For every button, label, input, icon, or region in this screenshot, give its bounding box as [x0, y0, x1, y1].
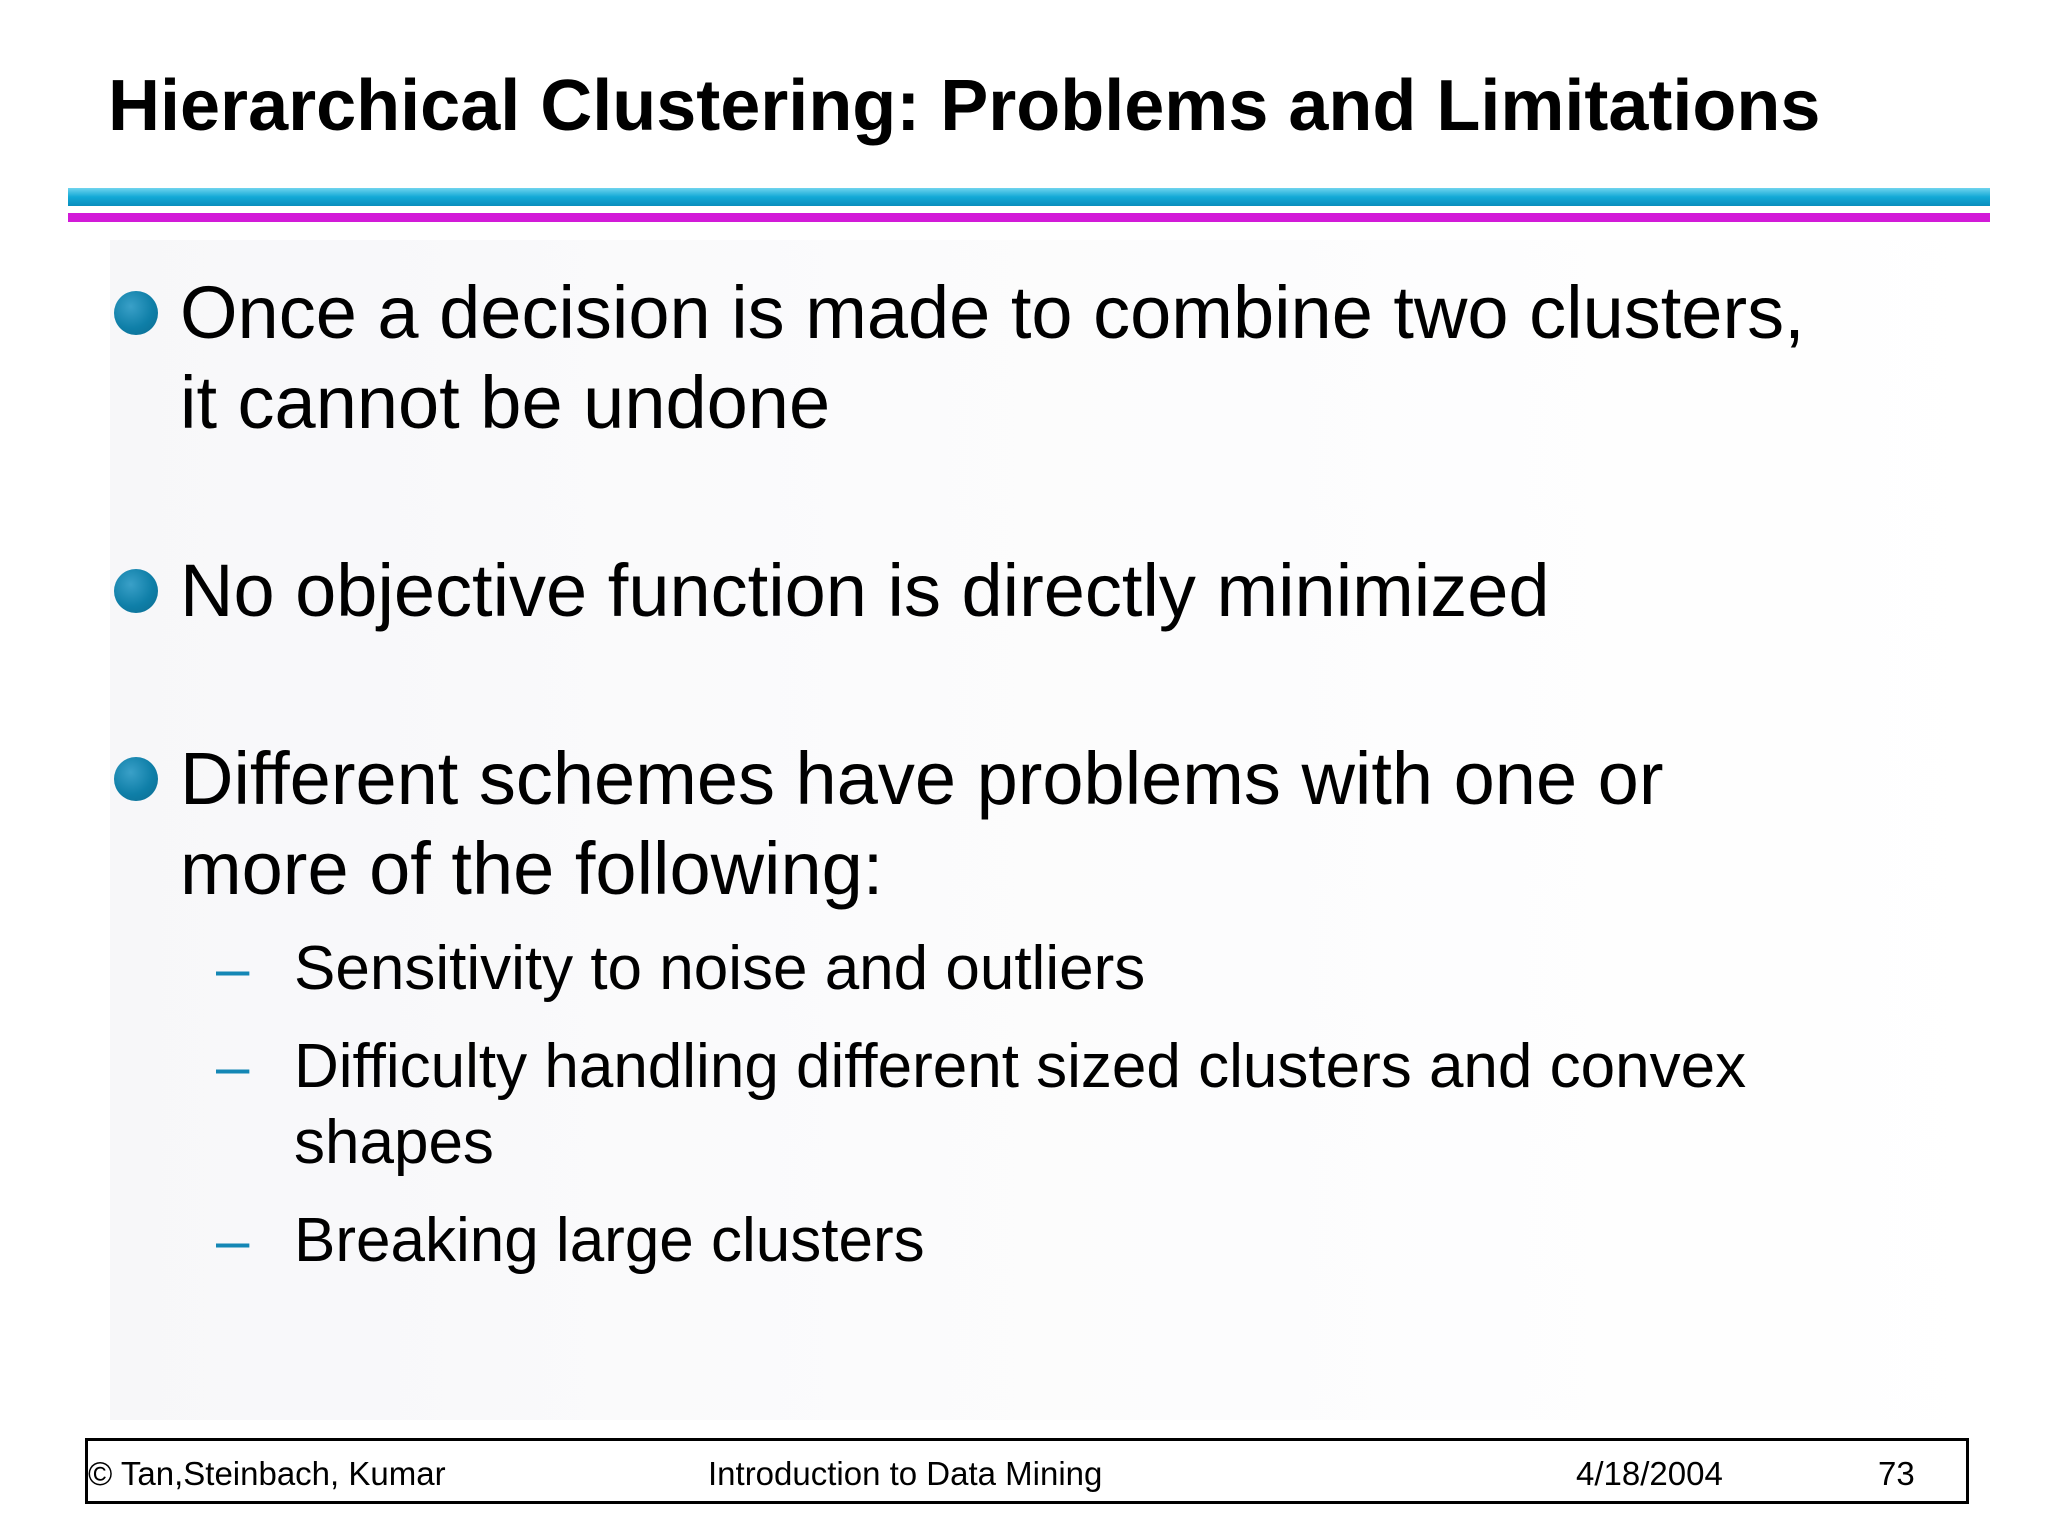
footer-date: 4/18/2004 — [1576, 1455, 1723, 1492]
bullet-1-line-2: it cannot be undone — [180, 361, 831, 444]
dash-marker: – — [216, 1207, 250, 1274]
slide-title: Hierarchical Clustering: Problems and Limitations — [108, 66, 1821, 146]
bullet-dot-icon — [114, 291, 158, 335]
sub-bullet-2-line-1: Difficulty handling different sized clusters and convex — [294, 1032, 1747, 1101]
footer-page-number: 73 — [1878, 1455, 1915, 1492]
title-rule-cyan — [68, 188, 1990, 206]
sub-bullet-3-line-1: Breaking large clusters — [294, 1206, 925, 1275]
footer-course: Introduction to Data Mining — [708, 1455, 1103, 1492]
bullet-2-line-1: No objective function is directly minimized — [180, 549, 1550, 632]
bullet-dot-icon — [114, 757, 158, 801]
slide-footer — [85, 1438, 1969, 1504]
title-rule-magenta — [68, 213, 1990, 222]
footer-copyright: © Tan,Steinbach, Kumar — [88, 1455, 446, 1492]
bullet-3-line-2: more of the following: — [180, 827, 884, 910]
dash-marker: – — [216, 935, 250, 1002]
sub-bullet-2-line-2: shapes — [294, 1108, 494, 1177]
dash-marker: – — [216, 1033, 250, 1100]
sub-bullet-1-line-1: Sensitivity to noise and outliers — [294, 934, 1146, 1003]
bullet-1-line-1: Once a decision is made to combine two clusters, — [180, 271, 1805, 354]
bullet-3-line-1: Different schemes have problems with one or — [180, 737, 1664, 820]
bullet-dot-icon — [114, 569, 158, 613]
